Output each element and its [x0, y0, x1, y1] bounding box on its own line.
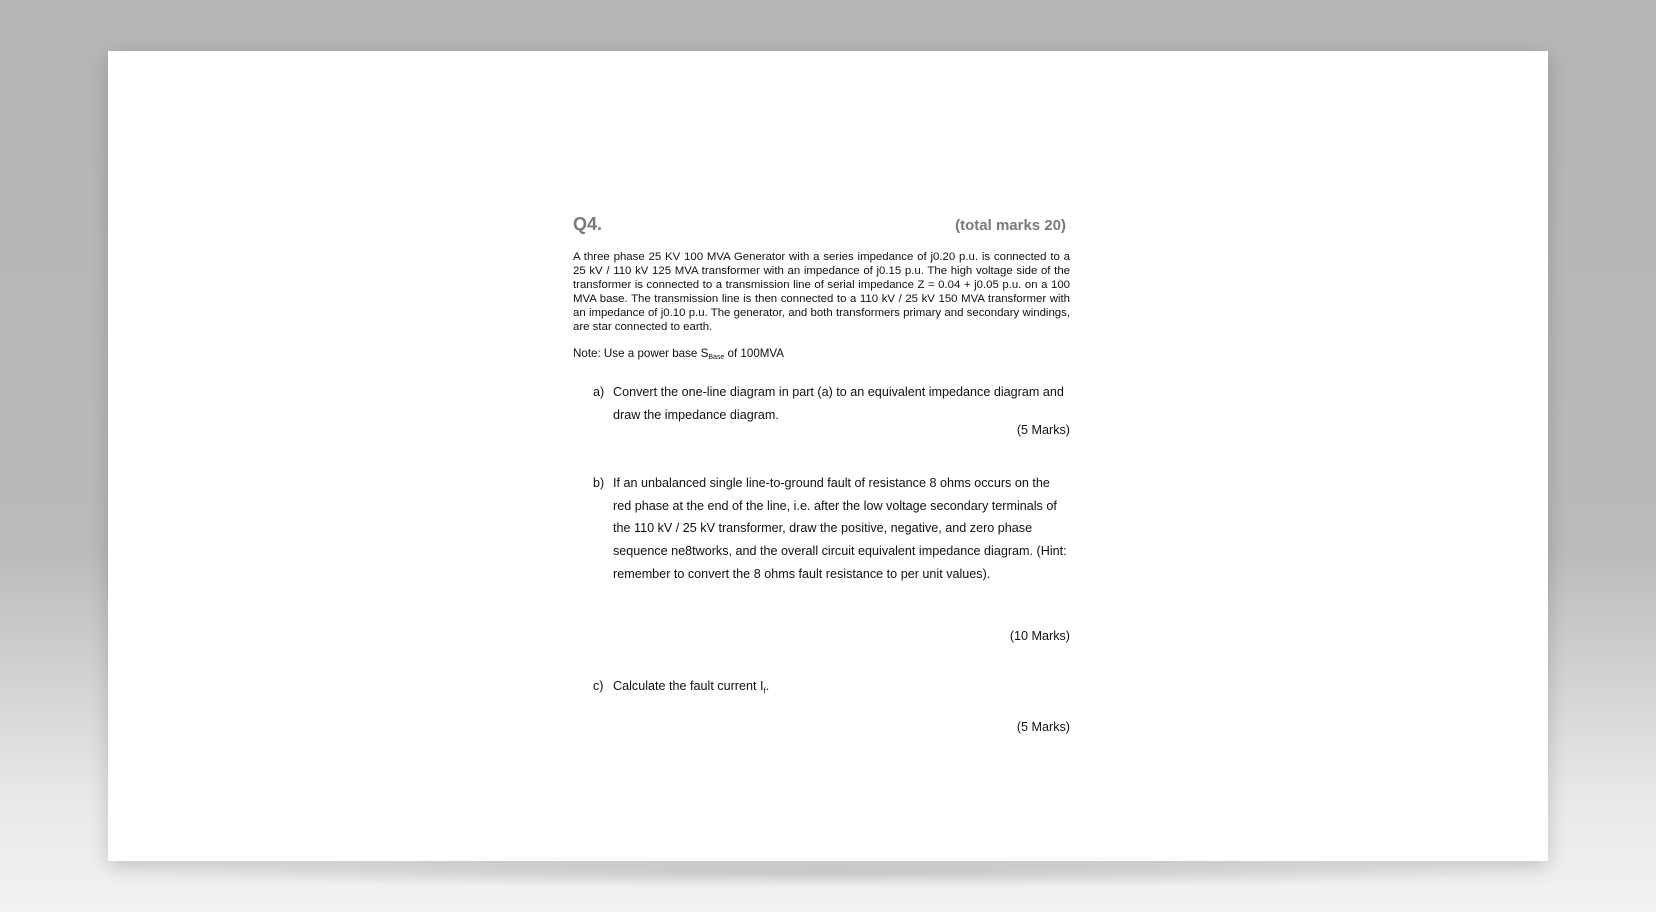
part-b-letter: b) [593, 476, 605, 490]
part-a-marks: (5 Marks) [1016, 423, 1070, 437]
part-b [593, 472, 1071, 586]
part-c-text-end: . [765, 679, 770, 693]
document-page [108, 51, 1548, 861]
total-marks: (total marks 20) [955, 217, 1066, 234]
question-intro: A three phase 25 KV 100 MVA Generator with a series impedance of j0.20 p.u. is connected to a 25 kV / 110 kV 125 MVA transformer with an impedance of j0.15 p.u. The high voltage side of the transformer is connected to a transmission line of serial impedance Z = 0.04 + j0.05 p.u. on a 100 MVA base. The transmission line is then connected to a 110 kV / 25 kV 150 MVA transformer with an impedance of j0.10 p.u. The generator, and both transformers primary and secondary windings, are star connected to earth. [573, 251, 1070, 333]
note-prefix: Note: Use a power base S [573, 347, 709, 360]
question-header [573, 214, 1070, 240]
part-b-marks: (10 Marks) [1009, 629, 1070, 643]
part-a-text: Convert the one-line diagram in part (a) to an equivalent impedance diagram and draw the impedance diagram. [613, 385, 1064, 422]
part-c-marks: (5 Marks) [1016, 720, 1070, 734]
question-number: Q4. [573, 214, 603, 234]
part-c-text-subscript: f [763, 686, 766, 696]
part-a [593, 381, 1071, 426]
part-c-text [613, 675, 1071, 703]
part-c-text-main: Calculate the fault current I [613, 679, 764, 693]
note-suffix: of 100MVA [724, 347, 785, 360]
part-b-text: If an unbalanced single line-to-ground fault of resistance 8 ohms occurs on the red phase at the end of the line, i.e. after the low voltage secondary terminals of the 110 kV / 25 kV transformer, draw the positive, negative, and zero phase sequence ne8tworks, and the overall circuit equivalent impedance diagram. (Hint: remember to convert the 8 ohms fault resistance to per unit values). [613, 476, 1067, 581]
page-shadow [118, 858, 1538, 888]
note-subscript: Base [708, 354, 725, 361]
power-base-note [573, 347, 1070, 361]
part-c-letter: c) [593, 679, 604, 693]
part-c [593, 675, 1071, 703]
part-a-letter: a) [593, 385, 605, 399]
